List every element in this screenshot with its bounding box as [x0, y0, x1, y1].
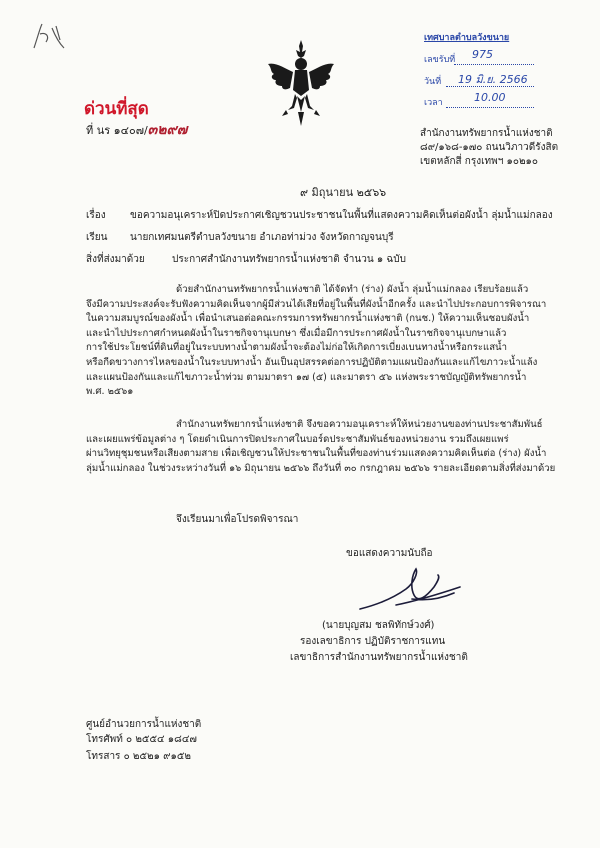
closing-phrase: ขอแสดงความนับถือ: [346, 548, 433, 559]
paragraph-1-line: และแผนป้องกันและแก้ไขภาวะน้ำท่วม ตามมาตรา ๑๗ (๕) และมาตรา ๕๖ แห่งพระราชบัญญัติทรัพยากรน้ำ: [86, 371, 527, 383]
receipt-stamp: [420, 22, 538, 112]
subject-text: ขอความอนุเคราะห์ปิดประกาศเชิญชวนประชาชนในพื้นที่แสดงความคิดเห็นต่อผังน้ำ ลุ่มน้ำแม่กลอง: [130, 210, 553, 221]
signature-image: [356, 565, 466, 617]
contact-fax: โทรสาร ๐ ๒๕๒๑ ๙๑๕๒: [86, 751, 191, 762]
stamp-date-label: วันที่: [424, 77, 442, 87]
reference-prefix: ที่ นร ๑๔๐๗/: [86, 124, 148, 137]
garuda-emblem-icon: [262, 38, 340, 132]
contact-block: [86, 717, 201, 764]
paragraph-1-line: การใช้ประโยชน์ที่ดินที่อยู่ในระบบทางน้ำตามผังน้ำจะต้องไม่ก่อให้เกิดการเบี่ยงเบนทางน้ำหรือกระแสน้ำ: [86, 342, 507, 354]
sender-district: เขตหลักสี่ กรุงเทพฯ ๑๐๒๑๐: [420, 156, 539, 167]
enclosure-label: สิ่งที่ส่งมาด้วย: [86, 254, 145, 265]
urgent-label: ด่วนที่สุด: [84, 99, 149, 119]
sender-address: [420, 127, 558, 169]
recipient-text: นายกเทศมนตรีตำบลวังขนาย อำเภอท่าม่วง จังหวัดกาญจนบุรี: [130, 232, 394, 243]
contact-unit: ศูนย์อำนวยการน้ำแห่งชาติ: [86, 719, 202, 730]
stamp-time: 10.00: [474, 91, 506, 104]
reference-handwritten-number: ๓๒๙๗: [147, 122, 188, 138]
stamp-office: เทศบาลตำบลวังขนาย: [424, 33, 510, 43]
paragraph-1-line: ด้วยสำนักงานทรัพยากรน้ำแห่งชาติ ได้จัดทำ (ร่าง) ผังน้ำ ลุ่มน้ำแม่กลอง เรียบร้อยแล้ว: [176, 284, 529, 295]
paragraph-1-line: จึงมีความประสงค์จะรับฟังความคิดเห็นจากผู้มีส่วนได้เสียที่อยู่ในพื้นที่ผังน้ำอีกครั้ง และนำไปประกอบการพิจารณา: [86, 298, 547, 310]
stamp-receive-no: 975: [472, 48, 493, 61]
signer-name: (นายบุญสม ชลพิทักษ์วงศ์): [322, 620, 435, 631]
handwritten-note: [30, 18, 70, 58]
signer-position-1: รองเลขาธิการ ปฏิบัติราชการแทน: [300, 636, 446, 647]
stamp-date: 19 มิ.ย. 2566: [458, 73, 528, 86]
signer-position-2: เลขาธิการสำนักงานทรัพยากรน้ำแห่งชาติ: [290, 652, 468, 663]
stamp-time-label: เวลา: [424, 98, 443, 108]
paragraph-2-line: สำนักงานทรัพยากรน้ำแห่งชาติ จึงขอความอนุเคราะห์ให้หน่วยงานของท่านประชาสัมพันธ์: [176, 419, 543, 430]
subject-label: เรื่อง: [86, 210, 106, 221]
paragraph-1-line: หรือกีดขวางการไหลของน้ำในระบบทางน้ำ อันเป็นอุปสรรคต่อการปฏิบัติตามแผนป้องกันและแก้ไขภาวะน้ำแล้ง: [86, 356, 538, 368]
contact-phone: โทรศัพท์ ๐ ๒๕๕๔ ๑๘๔๗: [86, 734, 197, 745]
stamp-receive-no-label: เลขรับที่: [424, 55, 456, 65]
recipient-label: เรียน: [86, 232, 108, 243]
paragraph-2-line: ลุ่มน้ำแม่กลอง ในช่วงระหว่างวันที่ ๑๖ มิถุนายน ๒๕๖๖ ถึงวันที่ ๓๐ กรกฎาคม ๒๕๖๖ รายละเอียดตามสิ่งที่ส่งมาด้วย: [86, 462, 556, 474]
paragraph-2: [86, 418, 555, 476]
paragraph-1-line: พ.ศ. ๒๕๖๑: [86, 386, 134, 398]
paragraph-1: [86, 283, 546, 400]
paragraph-2-line: ผ่านวิทยุชุมชนหรือเสียงตามสาย เพื่อเชิญชวนให้ประชาชนในพื้นที่ของท่านร่วมแสดงความคิดเห็นต่อ (ร่าง) ผังน้ำ: [86, 448, 547, 460]
paragraph-2-line: และเผยแพร่ข้อมูลต่าง ๆ โดยดำเนินการปิดประกาศในบอร์ดประชาสัมพันธ์ของหน่วยงาน รวมถึงเผยแพร่: [86, 433, 509, 445]
closing-request: จึงเรียนมาเพื่อโปรดพิจารณา: [176, 514, 299, 525]
paragraph-1-line: ในความสมบูรณ์ของผังน้ำ เพื่อนำเสนอต่อคณะกรรมการทรัพยากรน้ำแห่งชาติ (กนช.) ให้ความเห็นชอบผังน้ำ: [86, 313, 530, 325]
enclosure-text: ประกาศสำนักงานทรัพยากรน้ำแห่งชาติ จำนวน ๑ ฉบับ: [172, 254, 406, 265]
letter-date: ๙ มิถุนายน ๒๕๖๖: [300, 186, 387, 199]
paragraph-1-line: และนำไปประกาศกำหนดผังน้ำในราชกิจจานุเบกษา ซึ่งเมื่อมีการประกาศผังน้ำในราชกิจจานุเบกษาแล้ว: [86, 327, 507, 339]
sender-street: ๘๙/๑๖๘-๑๗๐ ถนนวิภาวดีรังสิต: [420, 142, 559, 153]
reference-number: [86, 119, 187, 141]
sender-org: สำนักงานทรัพยากรน้ำแห่งชาติ: [420, 128, 553, 139]
